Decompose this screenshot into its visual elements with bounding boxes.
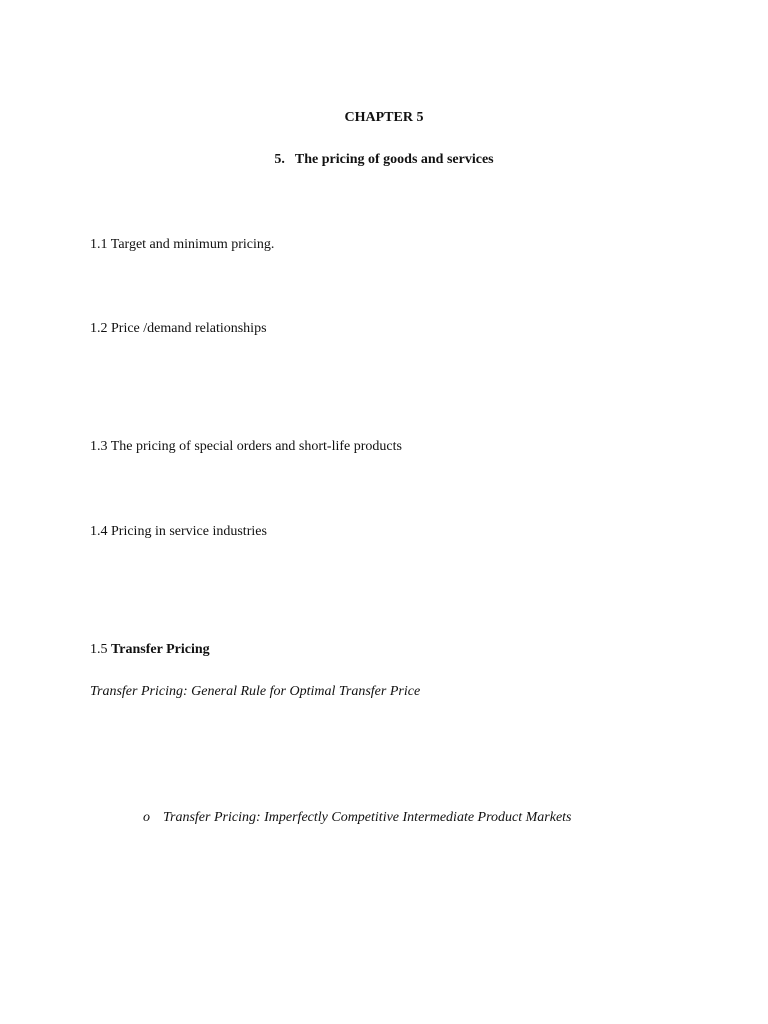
section-label: Price /demand relationships: [111, 321, 267, 336]
chapter-title-text: The pricing of goods and services: [294, 152, 494, 167]
section-label: Pricing in service industries: [111, 524, 267, 539]
bullet-item: [143, 809, 572, 827]
section-number: 1.1: [90, 237, 108, 252]
section-1-5: [90, 641, 210, 659]
section-label: Target and minimum pricing.: [110, 237, 275, 252]
section-1-2: [90, 320, 267, 338]
chapter-heading: CHAPTER 5: [344, 110, 424, 125]
chapter-title-number: 5.: [274, 152, 285, 167]
chapter-title: [0, 151, 768, 169]
section-1-3: [90, 438, 402, 456]
section-1-1: [90, 236, 274, 254]
section-1-4: [90, 523, 267, 541]
transfer-pricing-subheading: Transfer Pricing: General Rule for Optimal Transfer Price: [90, 684, 421, 699]
section-number: 1.3: [90, 439, 108, 454]
section-label: The pricing of special orders and short-life products: [110, 439, 402, 454]
section-number: 1.4: [90, 524, 108, 539]
bullet-text: Transfer Pricing: Imperfectly Competitive Intermediate Product Markets: [163, 810, 572, 825]
section-number: 1.5: [90, 642, 108, 657]
bullet-marker: o: [143, 810, 150, 825]
section-label: Transfer Pricing: [111, 642, 210, 657]
section-number: 1.2: [90, 321, 108, 336]
